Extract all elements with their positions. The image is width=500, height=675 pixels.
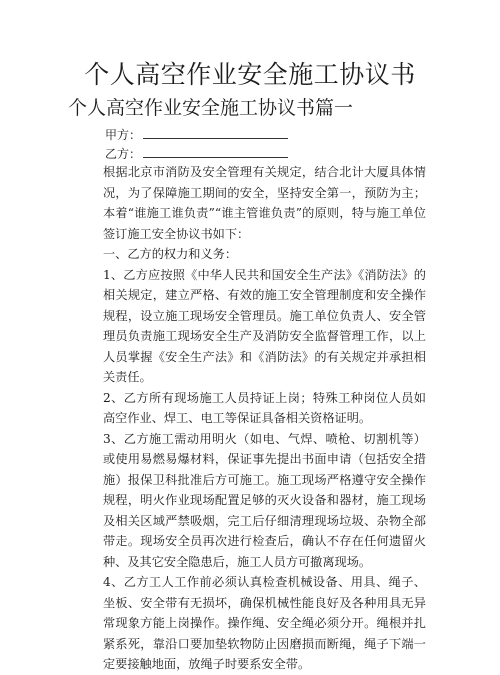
paragraph-item-2: 2、乙方所有现场施工人员持证上岗；特殊工种岗位人员如高空作业、焊工、电工等保证具备相关资格证明。	[103, 390, 426, 425]
paragraph-intro: 根据北京市消防及安全管理有关规定，结合北计大厦具体情况，为了保障施工期间的安全，坚持安全第一，预防为主；本着“谁施工谁负责”“谁主管谁负责”的原则，特与施工单位签订施工安全协议书如下：	[103, 165, 426, 241]
party-b-label: 乙方：	[105, 147, 142, 161]
document-title: 个人高空作业安全施工协议书	[84, 60, 416, 89]
paragraph-heading: 一、乙方的权力和义务：	[103, 247, 238, 261]
party-b-field	[105, 146, 288, 161]
paragraph-item-1: 1、乙方应按照《中华人民共和国安全生产法》《消防法》的相关规定，建立严格、有效的施工安全管理制度和安全操作规程，设立施工现场安全管理员。施工单位负责人、安全管理员负责施工现场安全生产及消防安全监督管理工作，以上人员掌握《安全生产法》和《消防法》的有关规定并承担相关责任。	[103, 267, 426, 384]
party-a-field	[105, 127, 288, 142]
party-b-blank	[143, 146, 288, 158]
section-title: 个人高空作业安全施工协议书篇一	[68, 97, 354, 119]
party-a-label: 甲方：	[105, 128, 142, 142]
document-body	[103, 162, 426, 675]
party-a-blank	[143, 127, 288, 139]
paragraph-item-3: 3、乙方施工需动用明火（如电、气焊、喷枪、切割机等）或使用易燃易爆材料，保证事先提出书面申请（包括安全措施）报保卫科批准后方可施工。施工现场严格遵守安全操作规程，明火作业现场配置足够的灭火设备和器材，施工现场及相关区域严禁吸烟，完工后仔细清理现场垃圾、杂物全部带走。现场安全员再次进行检查后，确认不存在任何遗留火种、及其它安全隐患后，施工人员方可撤离现场。	[103, 431, 426, 569]
paragraph-item-4: 4、乙方工人工作前必须认真检查机械设备、用具、绳子、坐板、安全带有无损坏，确保机械性能良好及各种用具无异常现象方能上岗操作。操作绳、安全绳必须分开。绳根并扎紧系死，靠沿口要加垫软物防止因磨损而断绳，绳子下端一定要接触地面，放绳子时要系安全带。	[103, 575, 426, 671]
